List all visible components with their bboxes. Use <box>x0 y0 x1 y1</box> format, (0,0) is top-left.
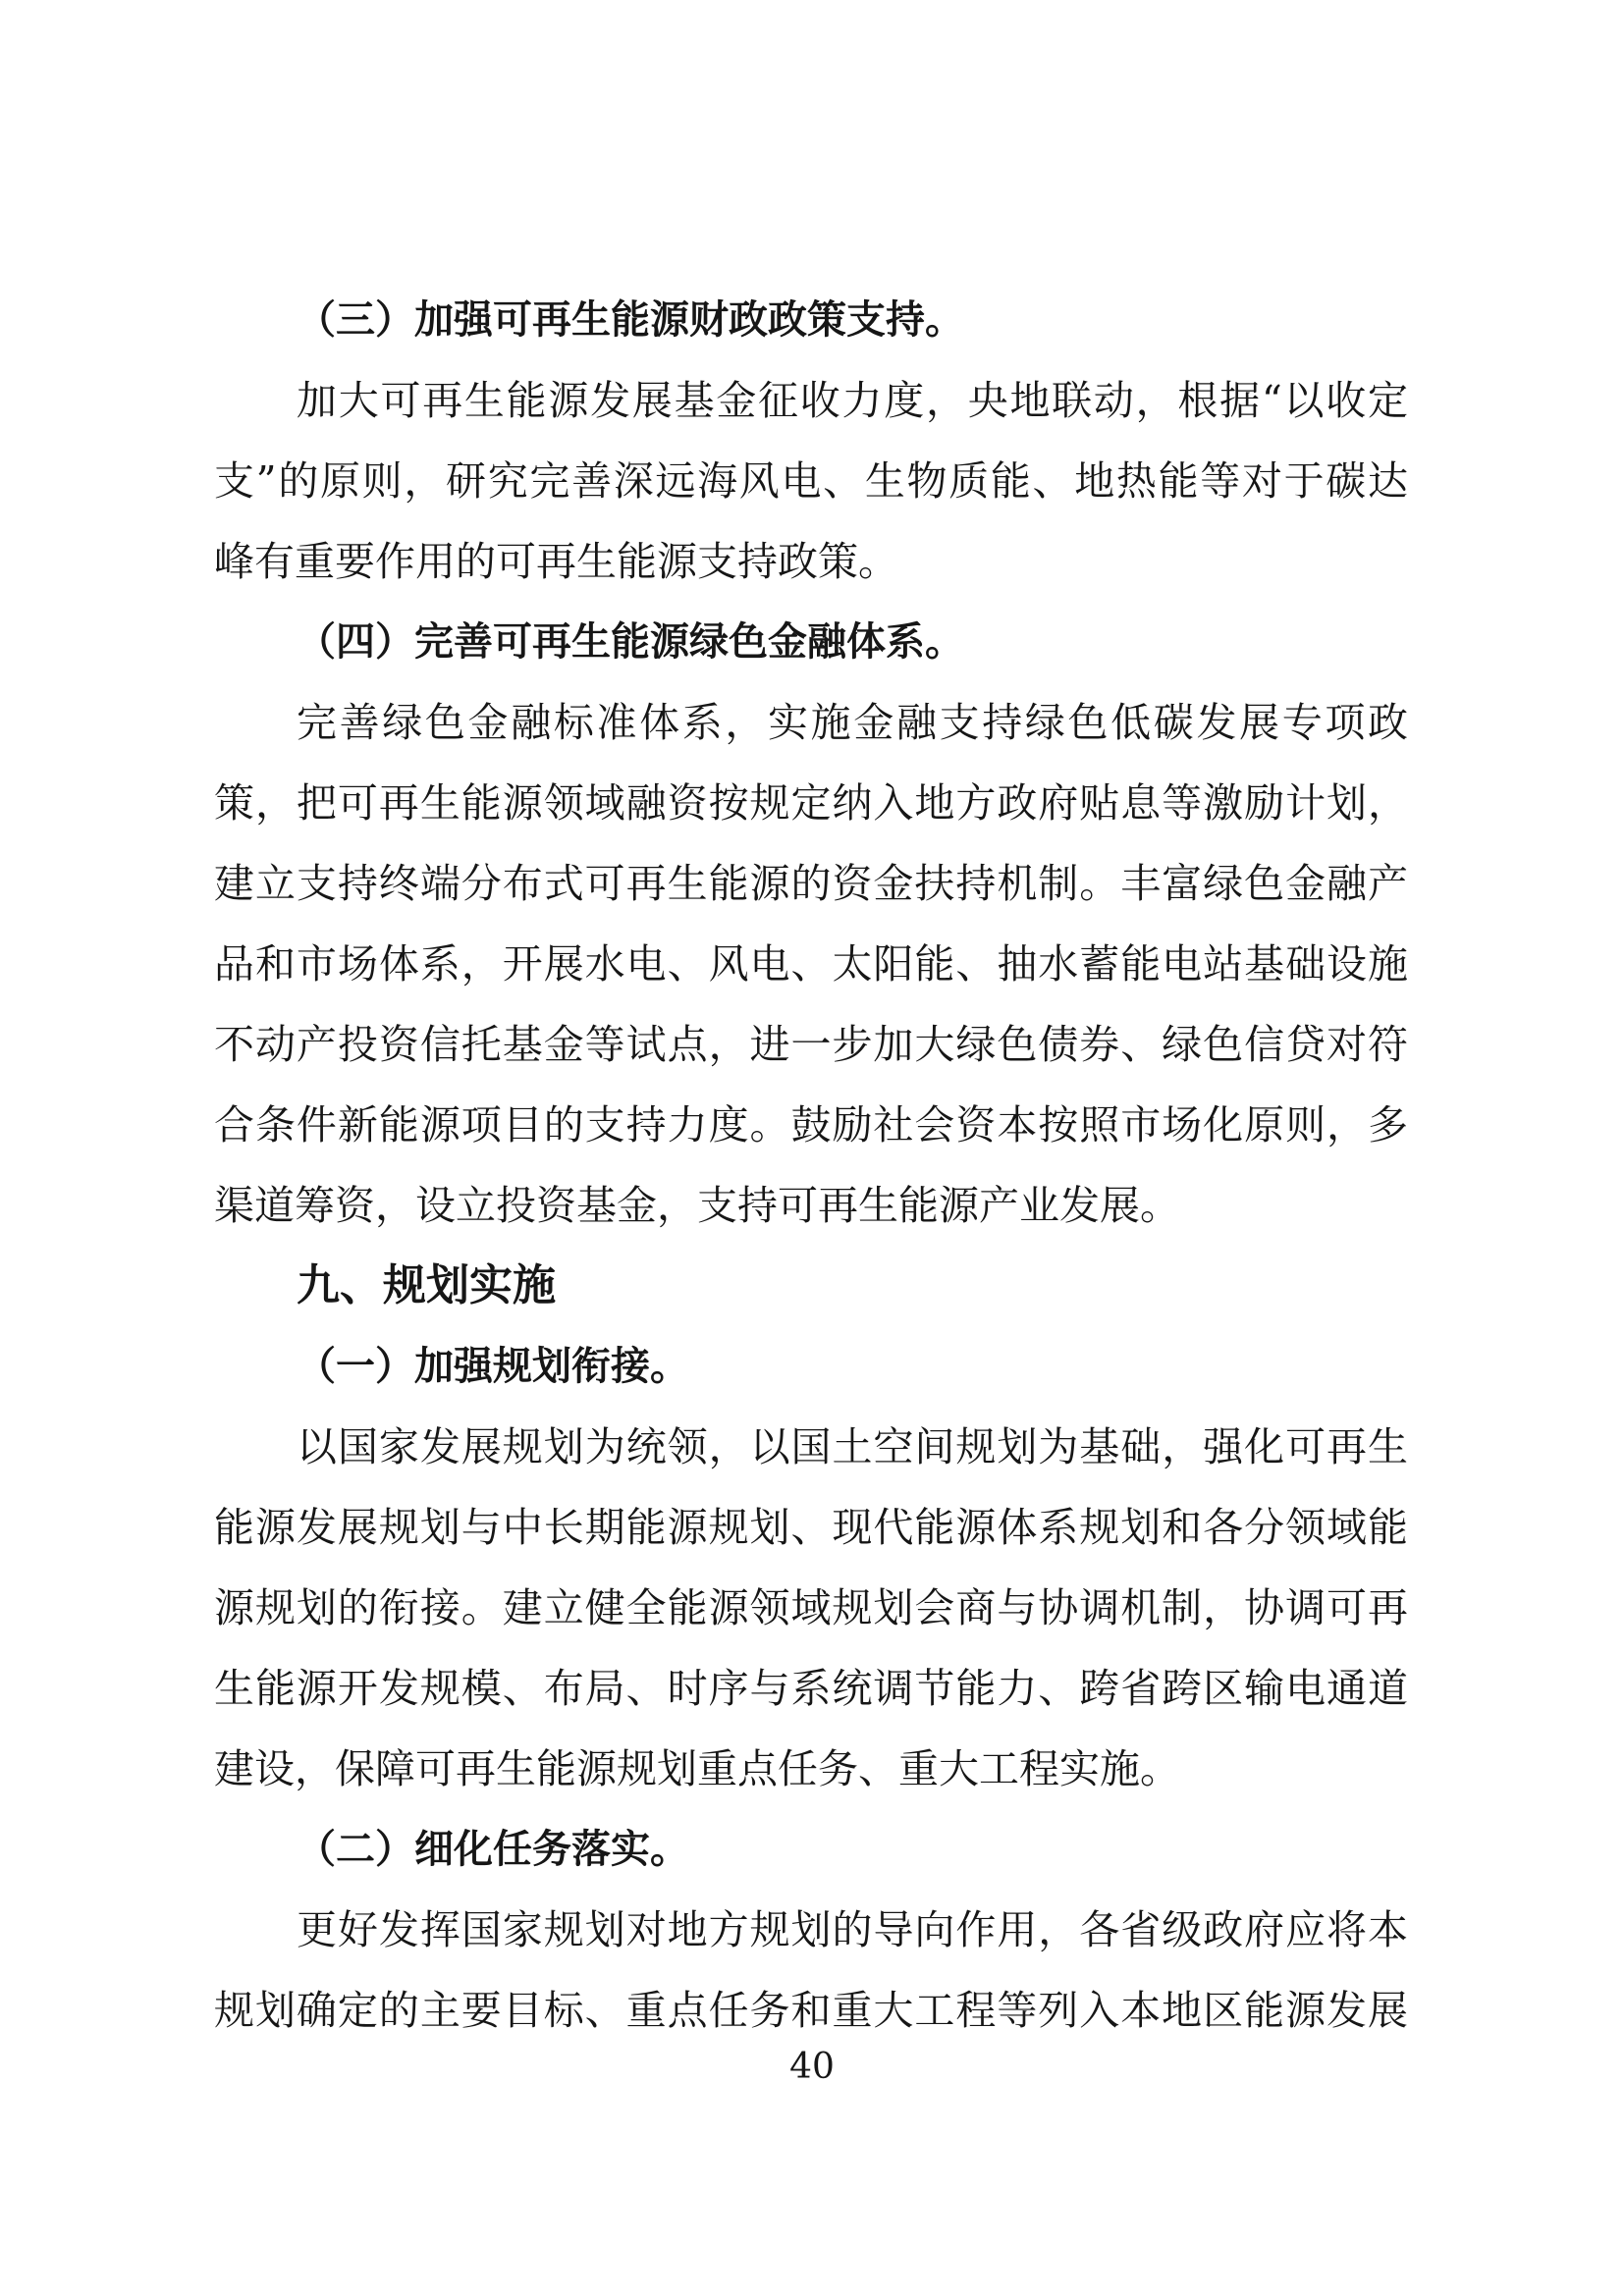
text-line: 合条件新能源项目的支持力度。鼓励社会资本按照市场化原则，多 <box>214 1101 1408 1148</box>
text-line: 规划确定的主要目标、重点任务和重大工程等列入本地区能源发展 <box>214 1987 1408 2034</box>
text-line: 以国家发展规划为统领，以国土空间规划为基础，强化可再生 <box>297 1423 1408 1470</box>
text-line: 完善绿色金融标准体系，实施金融支持绿色低碳发展专项政 <box>297 699 1408 746</box>
paragraph-green-finance-system <box>214 682 1408 1246</box>
text-line: 策，把可再生能源领域融资按规定纳入地方政府贴息等激励计划， <box>214 779 1408 827</box>
text-line: 建设，保障可再生能源规划重点任务、重大工程实施。 <box>214 1745 1180 1792</box>
text-line: 更好发挥国家规划对地方规划的导向作用，各省级政府应将本 <box>297 1906 1408 1953</box>
paragraph-fiscal-policy-support <box>214 360 1408 602</box>
paragraph-task-implementation <box>214 1890 1408 2051</box>
text-line: 不动产投资信托基金等试点，进一步加大绿色债券、绿色信贷对符 <box>214 1021 1408 1068</box>
text-line: 加大可再生能源发展基金征收力度，央地联动，根据“以收定 <box>297 377 1408 424</box>
text-line: 渠道筹资，设立投资基金，支持可再生能源产业发展。 <box>214 1182 1180 1229</box>
page-number: 40 <box>789 2047 835 2087</box>
text-line: 峰有重要作用的可再生能源支持政策。 <box>214 538 898 585</box>
section-heading-1-plan-alignment: （一）加强规划衔接。 <box>297 1343 689 1389</box>
chapter-heading-9-plan-implementation: 九、规划实施 <box>297 1260 556 1310</box>
page-content <box>214 280 1408 2051</box>
text-line: 建立支持终端分布式可再生能源的资金扶持机制。丰富绿色金融产 <box>214 860 1408 907</box>
text-line: 支”的原则，研究完善深远海风电、生物质能、地热能等对于碳达 <box>214 457 1408 505</box>
paragraph-plan-alignment <box>214 1407 1408 1809</box>
text-line: 能源发展规划与中长期能源规划、现代能源体系规划和各分领域能 <box>214 1504 1408 1551</box>
section-heading-4-green-finance: （四）完善可再生能源绿色金融体系。 <box>297 618 964 665</box>
text-line: 品和市场体系，开展水电、风电、太阳能、抽水蓄能电站基础设施 <box>214 940 1408 988</box>
section-heading-2-task-refinement: （二）细化任务落实。 <box>297 1826 689 1872</box>
text-line: 源规划的衔接。建立健全能源领域规划会商与协调机制，协调可再 <box>214 1584 1408 1631</box>
text-line: 生能源开发规模、布局、时序与系统调节能力、跨省跨区输电通道 <box>214 1665 1408 1712</box>
section-heading-3-fiscal-policy: （三）加强可再生能源财政政策支持。 <box>297 296 964 343</box>
